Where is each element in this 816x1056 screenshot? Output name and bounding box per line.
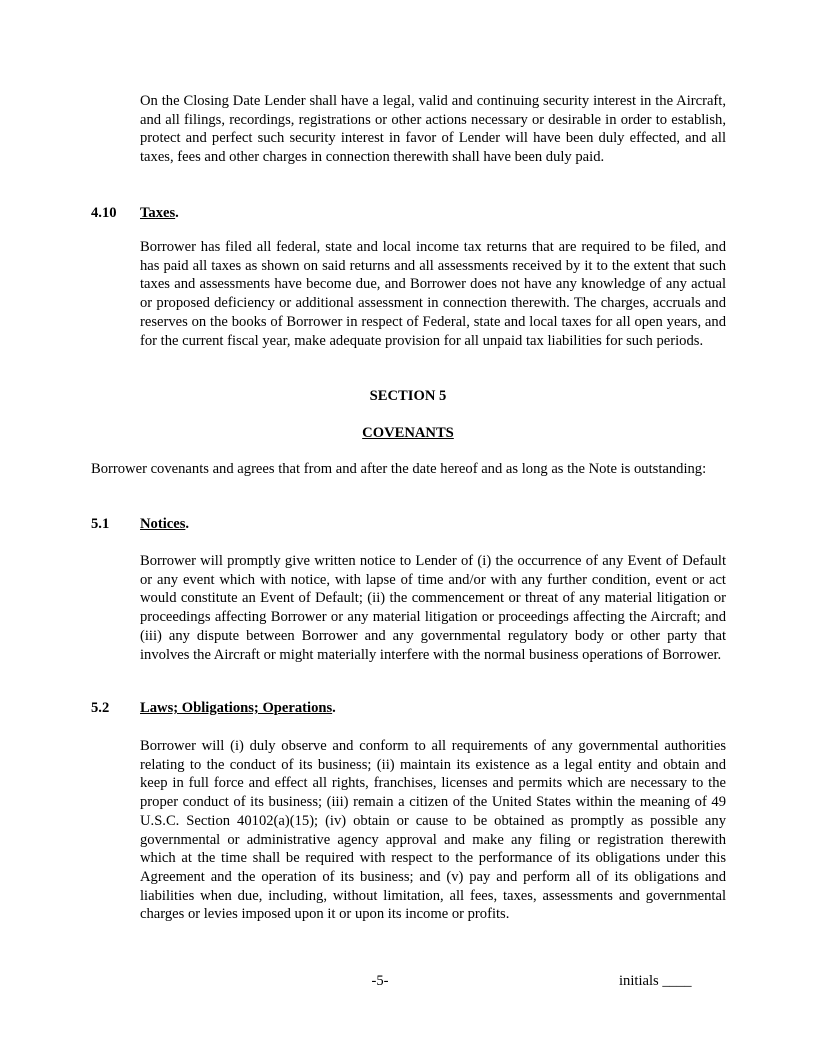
- heading-5-1: [91, 515, 189, 534]
- initials-line: initials ____: [619, 973, 692, 989]
- covenants-intro-paragraph: Borrower covenants and agrees that from and after the date hereof and as long as the Note is outstanding:: [91, 461, 707, 477]
- heading-5-1-period: .: [185, 516, 190, 532]
- heading-5-1-number: 5.1: [91, 516, 110, 532]
- heading-5-2-period: .: [332, 700, 336, 716]
- heading-4-10-period: .: [175, 205, 179, 221]
- notices-paragraph: Borrower will promptly give written notice to Lender of (i) the occurrence of any Event of Default or any event which with notice, with lapse of time and/or with any further condition, event or act would constitute an Event of Default; (ii) the commencement or threat of any material litigation or proceedings affecting Borrower or any material litigation or proceedings affecting the Aircraft; and (iii) any dispute between Borrower and any governmental regulatory body or other party that involves the Aircraft or might materially interfere with the normal business operations of Borrower.: [140, 553, 726, 663]
- heading-4-10: [91, 204, 179, 223]
- heading-5-2-number: 5.2: [91, 700, 110, 716]
- section-title-wrapper: [0, 424, 816, 443]
- page-number: -5-: [371, 973, 389, 989]
- heading-4-10-number: 4.10: [91, 205, 117, 221]
- heading-5-2: [91, 699, 336, 718]
- section-label: SECTION 5: [369, 388, 447, 404]
- section-title: COVENANTS: [362, 425, 454, 441]
- taxes-paragraph: Borrower has filed all federal, state and local income tax returns that are required to be filed, and has paid all taxes as shown on said returns and all assessments received by it to the extent that such taxes and assessments have become due, and Borrower does not have any knowledge of any actual or proposed deficiency or additional assessment in connection therewith. The charges, accruals and reserves on the books of Borrower in respect of Federal, state and local taxes for all open years, and for the current fiscal year, make adequate provision for all unpaid tax liabilities for such periods.: [140, 239, 726, 349]
- heading-5-1-title: Notices: [140, 516, 186, 532]
- heading-5-2-title: Laws; Obligations; Operations: [140, 700, 333, 716]
- security-interest-paragraph: On the Closing Date Lender shall have a legal, valid and continuing security interest in the Aircraft, and all filings, recordings, registrations or other actions necessary or desirable in order to establish, protect and perfect such security interest in favor of Lender will have been duly effected, and all taxes, fees and other charges in connection therewith shall have been duly paid.: [140, 93, 726, 166]
- laws-obligations-paragraph: Borrower will (i) duly observe and conform to all requirements of any governmental authorities relating to the conduct of its business; (ii) maintain its existence as a legal entity and obtain and keep in full force and effect all rights, franchises, licenses and permits which are necessary to the proper conduct of its business; (iii) remain a citizen of the United States within the meaning of 49 U.S.C. Section 40102(a)(15); (iv) obtain or cause to be obtained as promptly as possible any governmental or administrative agency approval and make any filing or registration therewith which at the time shall be required with respect to the performance of its obligations under this Agreement and the operation of its business; and (v) pay and perform all of its obligations and liabilities when due, including, without limitation, all fees, taxes, assessments and governmental charges or levies imposed upon it or upon its income or profits.: [140, 738, 726, 923]
- heading-4-10-title: Taxes: [140, 205, 176, 221]
